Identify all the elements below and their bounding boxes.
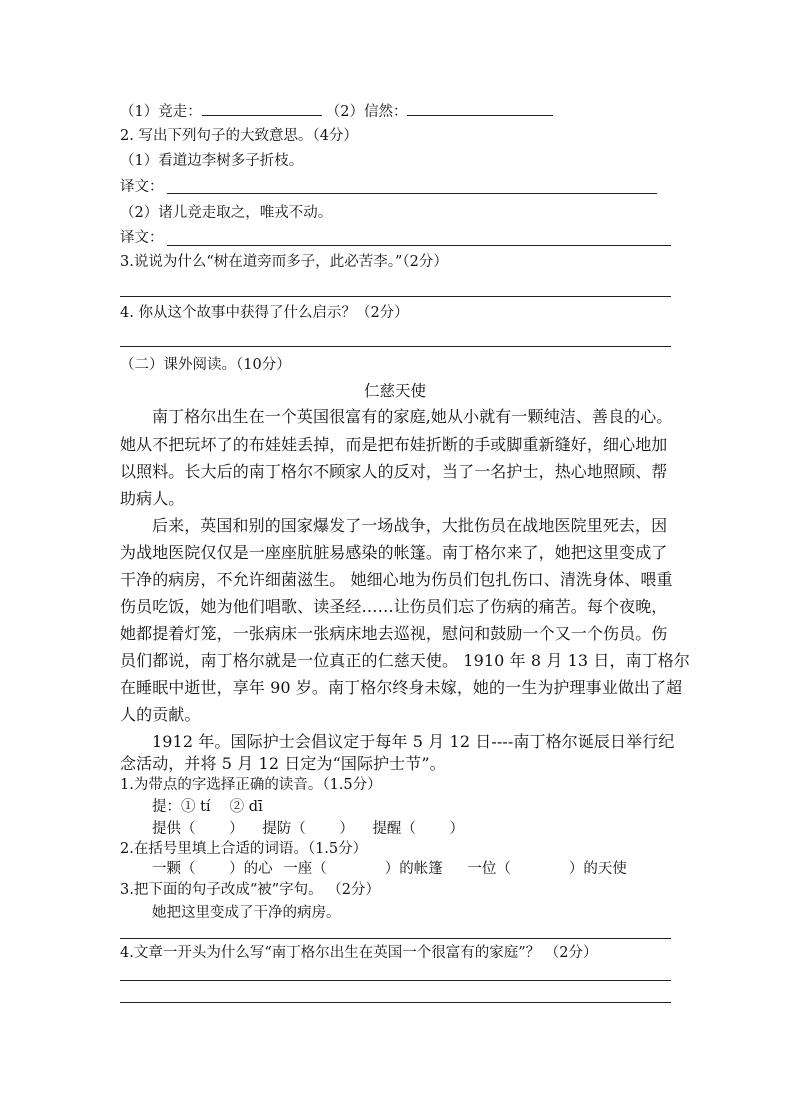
question-3: 3.把下面的句子改成“被”字句。 （2分） bbox=[120, 882, 380, 898]
passage-line: 伤员吃饭，她为他们唱歌、读圣经……让伤员们忘了伤病的痛苦。每个夜晚， bbox=[120, 597, 668, 616]
passage-line: 干净的病房，不允许细菌滋生。 她细心地为伤员们包扎伤口、清洗身体、喂重 bbox=[120, 570, 673, 589]
pronunciation-item[interactable]: 提醒（ ） bbox=[372, 821, 465, 837]
passage-line: 员们都说，南丁格尔就是一位真正的仁慈天使。 1910 年 8 月 13 日，南丁格尔 bbox=[120, 651, 690, 670]
pronunciation-items bbox=[152, 819, 464, 839]
passage-title: 仁慈天使 bbox=[363, 382, 426, 400]
answer-line[interactable] bbox=[120, 938, 671, 939]
passage-line: 后来，英国和别的国家爆发了一场战争，大批伤员在战地医院里死去，因 bbox=[152, 516, 668, 535]
question-2: 2.在括号里填上合适的词语。（1.5分） bbox=[120, 841, 368, 857]
passage-line: 以照料。长大后的南丁格尔不顾家人的反对，当了一名护士，热心地照顾、帮 bbox=[120, 462, 668, 481]
question-4: 4.文章一开头为什么写“南丁格尔出生在英国一个很富有的家庭”？ （2分） bbox=[120, 945, 598, 961]
passage-line: 她都提着灯笼，一张病床一张病床地去巡视，慰问和鼓励一个又一个伤员。伤 bbox=[120, 624, 668, 643]
fill-in-phrase[interactable]: 一颗（ ）的心 bbox=[152, 861, 273, 877]
question-3: 3.说说为什么“树在道旁而多子，此必苦李。”（2分） bbox=[120, 254, 448, 270]
fill-in-phrase[interactable]: 一位（ ）的天使 bbox=[467, 861, 627, 877]
fill-in-phrases bbox=[152, 859, 627, 879]
passage-line: 南丁格尔出生在一个英国很富有的家庭,她从小就有一颗纯洁、善良的心。 bbox=[152, 407, 673, 426]
q1-item-a-label: （1）竞走： bbox=[120, 104, 202, 120]
translation-label: 译文： bbox=[120, 179, 164, 195]
answer-blank[interactable] bbox=[202, 101, 322, 116]
section-heading: （二）课外阅读。（10分） bbox=[120, 357, 291, 373]
answer-line[interactable] bbox=[167, 245, 671, 246]
question-2-sentence-1: （1）看道边李树多子折枝。 bbox=[120, 153, 304, 169]
pronunciation-options: 提：① tí ② dī bbox=[152, 799, 263, 815]
passage-line: 她从不把玩坏了的布娃娃丢掉，而是把布娃折断的手或脚重新缝好，细心地加 bbox=[120, 435, 668, 454]
answer-line[interactable] bbox=[120, 296, 671, 297]
passage-line: 助病人。 bbox=[120, 489, 185, 508]
pronunciation-item[interactable]: 提防（ ） bbox=[262, 821, 354, 837]
question-1: 1.为带点的字选择正确的读音。（1.5分） bbox=[120, 777, 382, 793]
passage-line: 在睡眠中逝世，享年 90 岁。南丁格尔终身未嫁，她的一生为护理事业做出了超 bbox=[120, 678, 683, 697]
fill-in-phrase[interactable]: 一座（ ）的帐篷 bbox=[283, 861, 443, 877]
translation-label: 译文： bbox=[120, 230, 164, 246]
answer-line[interactable] bbox=[167, 193, 657, 194]
question-3-sentence: 她把这里变成了干净的病房。 bbox=[152, 905, 341, 921]
question-2: 2. 写出下列句子的大致意思。（4分） bbox=[120, 128, 358, 144]
answer-blank[interactable] bbox=[407, 101, 553, 116]
q1-vocab-row bbox=[120, 101, 553, 122]
q1-item-b-label: （2）信然： bbox=[325, 104, 408, 120]
pronunciation-item[interactable]: 提供（ ） bbox=[152, 821, 244, 837]
answer-line[interactable] bbox=[120, 346, 671, 347]
passage-line: 为战地医院仅仅是一座座肮脏易感染的帐篷。南丁格尔来了，她把这里变成了 bbox=[120, 543, 668, 562]
question-2-sentence-2: （2）诸儿竞走取之，唯戎不动。 bbox=[120, 205, 333, 221]
passage-line: 人的贡献。 bbox=[120, 705, 201, 724]
passage-line: 1912 年。国际护士会倡议定于每年 5 月 12 日----南丁格尔诞辰日举行纪 bbox=[152, 732, 675, 751]
answer-line[interactable] bbox=[120, 1002, 671, 1003]
question-4: 4. 你从这个故事中获得了什么启示？（2分） bbox=[120, 305, 409, 321]
passage-line: 念活动，并将 5 月 12 日定为“国际护士节”。 bbox=[120, 754, 446, 773]
answer-line[interactable] bbox=[120, 980, 671, 981]
